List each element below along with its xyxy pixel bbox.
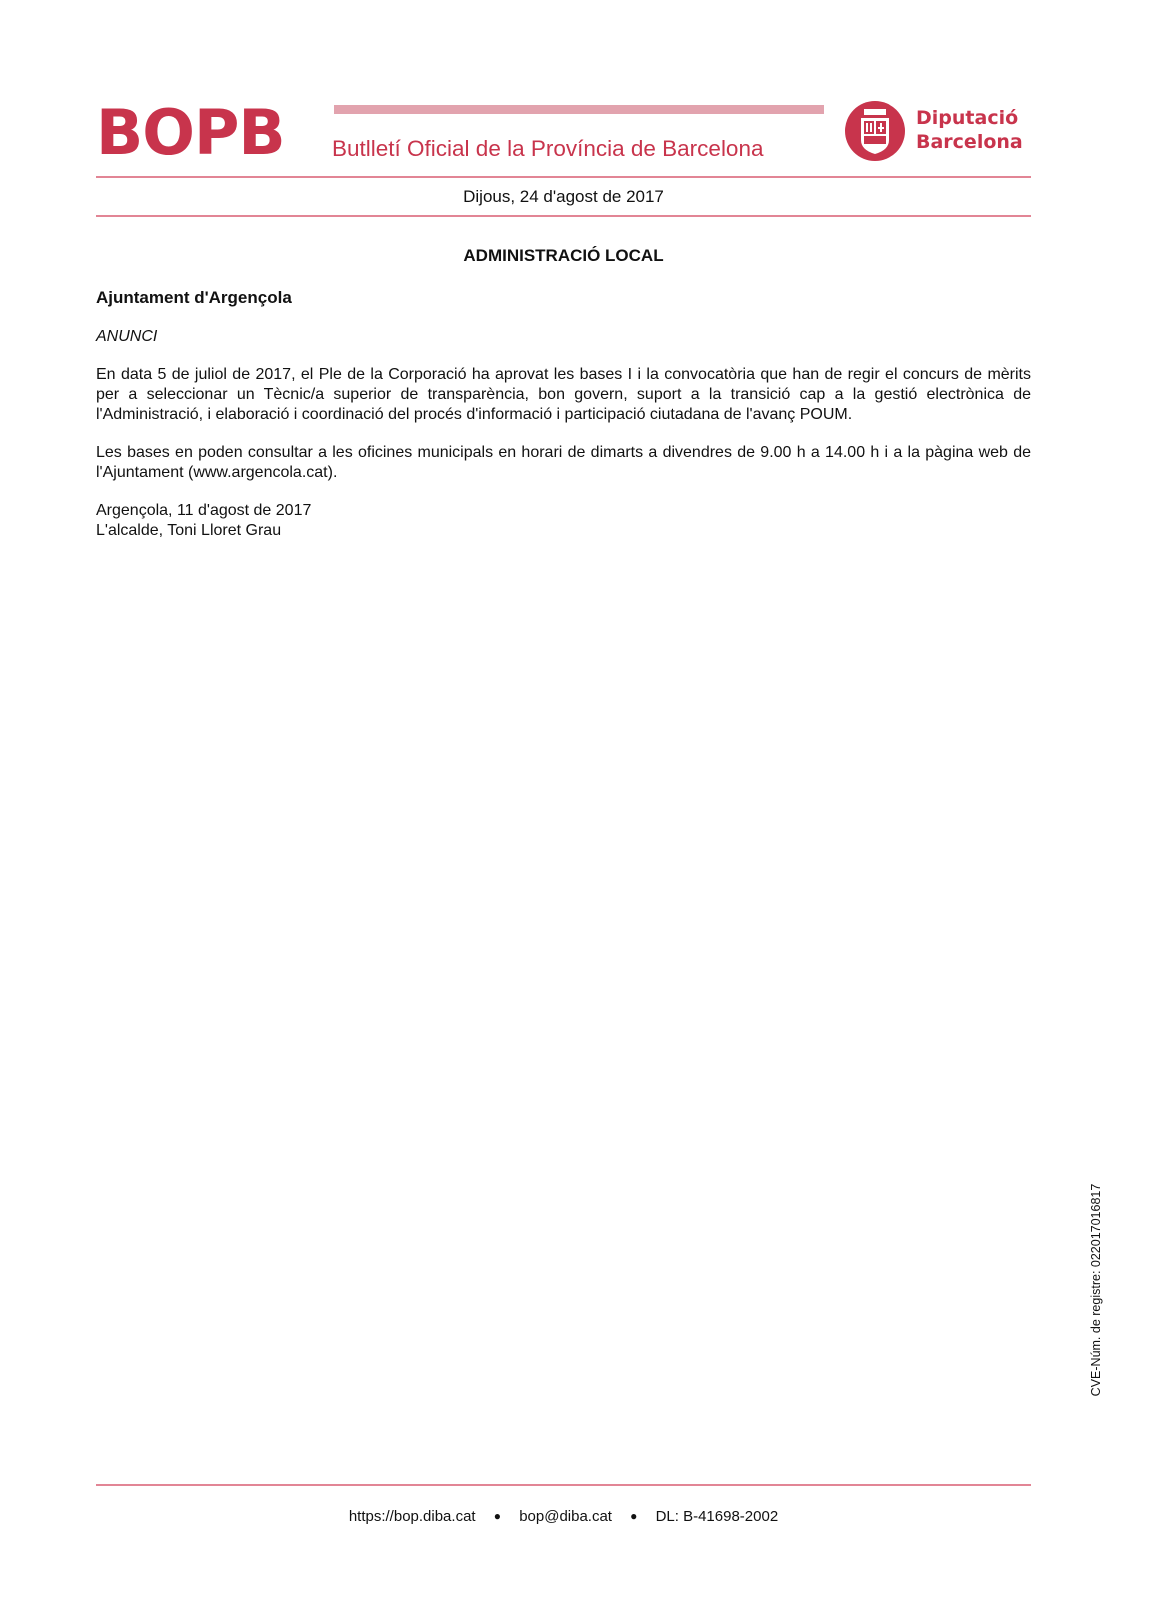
bopb-logo: BOPB [96,96,285,169]
paragraph-2: Les bases en poden consultar a les oficines municipals en horari de dimarts a divendres de 9.00 h a 14.00 h i a la pàgina web de l'Ajuntament (www.argencola.cat). [96,444,1031,481]
entity-name: Ajuntament d'Argençola [96,288,292,307]
footer-email-link[interactable]: bop@diba.cat [519,1508,612,1525]
announcement-body [96,287,1031,541]
paragraph-1: En data 5 de juliol de 2017, el Ple de la Corporació ha aprovat les bases I i la convocatòria que han de regir el concurs de mèrits per a seleccionar un Tècnic/a superior de transparència, bon govern, suport a la transició cap a la gestió electrònica de l'Administració, i elaboració i coordinació del procés d'informació i participació ciutadana de l'avanç POUM. [96,366,1031,423]
bulletin-subtitle: Butlletí Oficial de la Província de Barcelona [332,136,764,161]
page-footer [96,1506,1031,1527]
registry-side-note [1086,1160,1106,1420]
header-rule [96,176,1031,178]
coat-of-arms-icon [844,100,906,162]
footer-legal-deposit: DL: B-41698-2002 [655,1508,779,1525]
header-bar [334,105,824,114]
bulletin-header [96,96,1031,180]
publication-date: Dijous, 24 d'agost de 2017 [463,187,664,206]
footer-url-link[interactable]: https://bop.diba.cat [348,1508,476,1525]
footer-rule [96,1484,1031,1486]
bullet-separator-icon: ● [493,1509,502,1523]
bullet-separator-icon: ● [630,1509,638,1523]
signature-place-date: Argençola, 11 d'agost de 2017 [96,502,312,519]
diputacio-line-2: Barcelona [916,131,1023,153]
diputacio-name [916,106,1023,154]
diputacio-line-1: Diputació [916,107,1019,129]
date-rule [96,215,1031,217]
registry-number: CVE-Núm. de registre: 022017016817 [1089,1183,1103,1397]
document-type: ANUNCI [96,328,158,345]
section-title: ADMINISTRACIÓ LOCAL [463,246,664,265]
signature-signer: L'alcalde, Toni Lloret Grau [96,522,282,539]
